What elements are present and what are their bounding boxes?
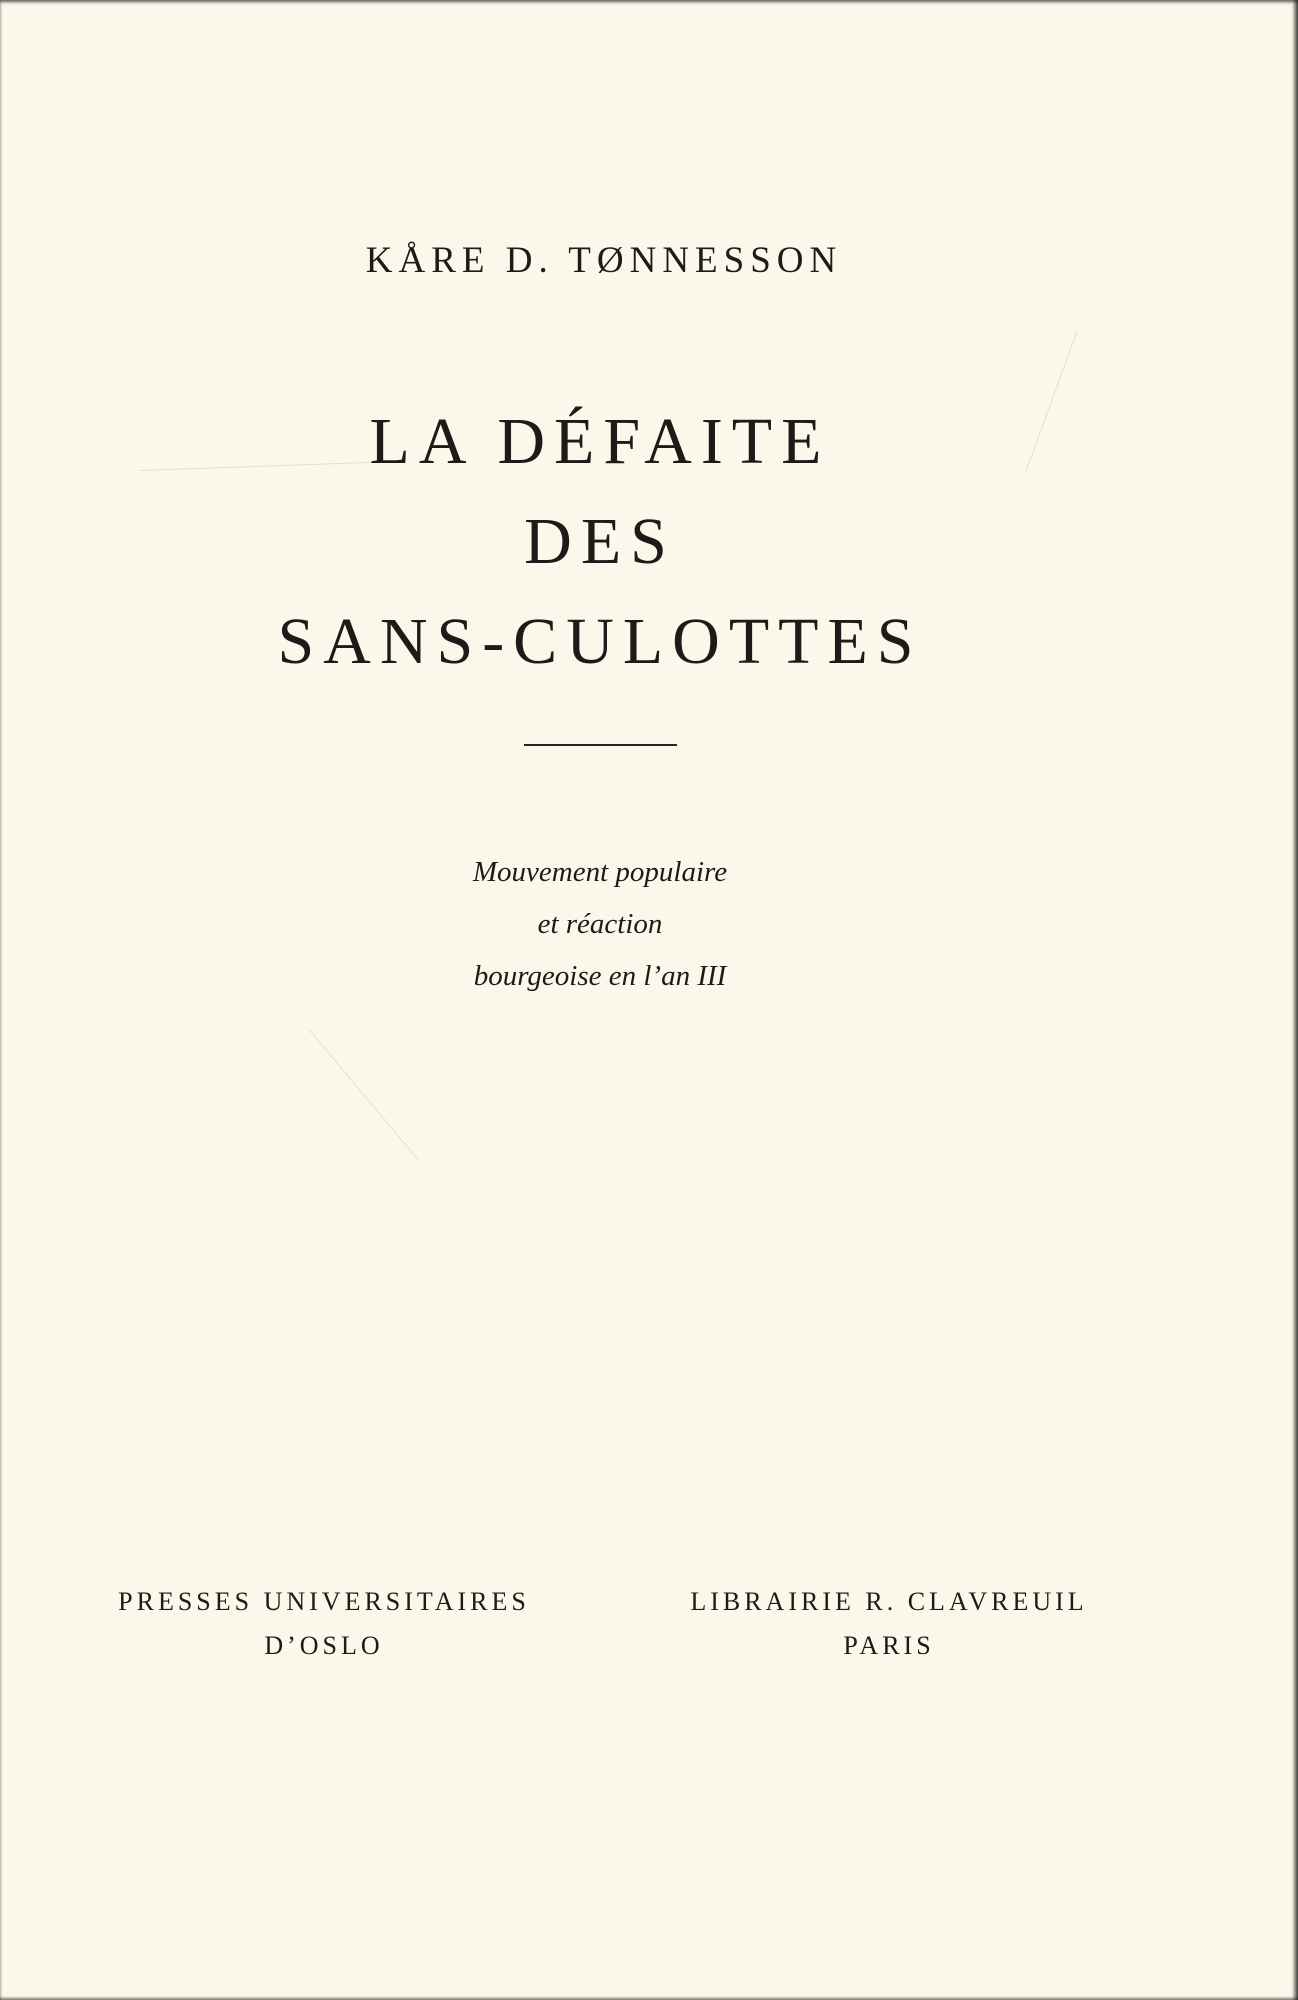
title-line: SANS-CULOTTES xyxy=(277,605,923,678)
book-title xyxy=(0,392,1200,692)
author-name: KÅRE D. TØNNESSON xyxy=(365,240,843,281)
pencil-mark xyxy=(309,1030,419,1161)
subtitle-line: et réaction xyxy=(537,908,663,940)
publisher-place: D’OSLO xyxy=(264,1631,384,1660)
subtitle-line: bourgeoise en l’an III xyxy=(473,960,727,992)
publisher-name: PRESSES UNIVERSITAIRES xyxy=(118,1587,530,1616)
publisher-paris xyxy=(674,1580,1104,1668)
title-divider xyxy=(524,744,677,746)
title-line: DES xyxy=(524,505,676,578)
subtitle-line: Mouvement populaire xyxy=(472,856,728,888)
page-edge-shadow xyxy=(0,1996,1298,2000)
publisher-place: PARIS xyxy=(843,1631,935,1660)
page-edge-shadow xyxy=(1292,0,1298,2000)
publisher-name: LIBRAIRIE R. CLAVREUIL xyxy=(690,1587,1088,1616)
title-line: LA DÉFAITE xyxy=(369,405,831,478)
book-subtitle xyxy=(0,846,1200,1002)
publisher-oslo xyxy=(94,1580,554,1668)
